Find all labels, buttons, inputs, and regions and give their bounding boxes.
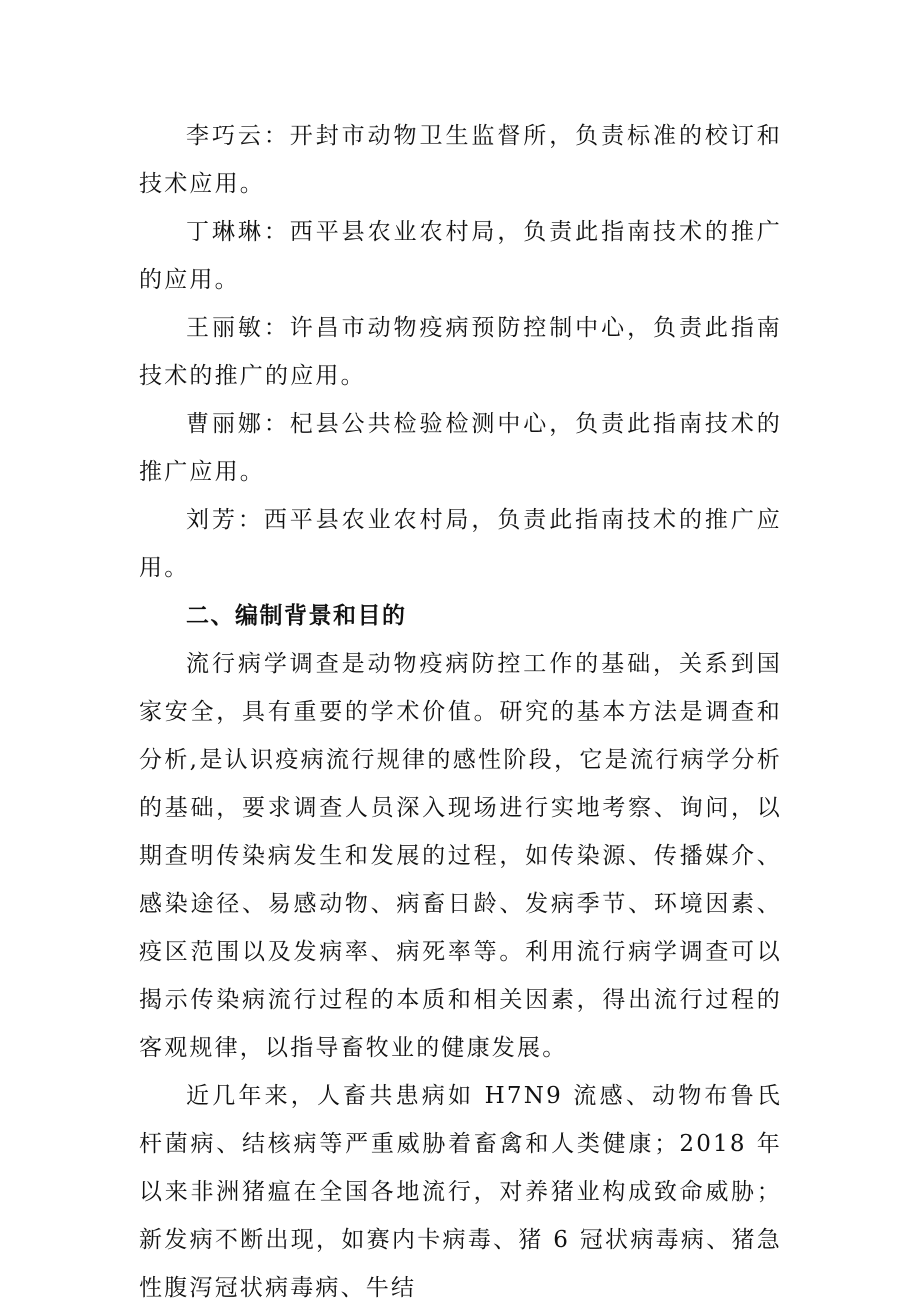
body-paragraph-epidemiology: 流行病学调查是动物疫病防控工作的基础，关系到国家安全，具有重要的学术价值。研究的基本方法是调查和分析,是认识疫病流行规律的感性阶段，它是流行病学分析的基础，要求调查人员深入现场进行实地考察、询问，以期查明传染病发生和发展的过程，如传染源、传播媒介、感染途径、易感动物、病畜日龄、发病季节、环境因素、疫区范围以及发病率、病死率等。利用流行病学调查可以揭示传染病流行过程的本质和相关因素，得出流行过程的客观规律，以指导畜牧业的健康发展。 [139,651,782,1061]
contributor-entry-wang-limin: 王丽敏：许昌市动物疫病预防控制中心，负责此指南技术的推广的应用。 [139,315,782,389]
section-heading-background-and-purpose: 二、编制背景和目的 [186,603,407,629]
contributor-entry-cao-lina: 曹丽娜：杞县公共检验检测中心，负责此指南技术的推广应用。 [139,411,782,485]
contributor-entry-ding-linlin: 丁琳琳：西平县农业农村局，负责此指南技术的推广的应用。 [139,219,782,293]
body-paragraph-recent-diseases: 近几年来，人畜共患病如 H7N9 流感、动物布鲁氏杆菌病、结核病等严重威胁着畜禽和人类健康；2018 年以来非洲猪瘟在全国各地流行，对养猪业构成致命威胁；新发病不断出现，如赛内卡病毒、猪 6 冠状病毒病、猪急性腹泻冠状病毒病、牛结 [139,1083,782,1301]
contributor-entry-liu-fang: 刘芳：西平县农业农村局，负责此指南技术的推广应用。 [139,507,782,581]
contributor-entry-li-qiaoyun: 李巧云：开封市动物卫生监督所，负责标准的校订和技术应用。 [139,123,782,197]
